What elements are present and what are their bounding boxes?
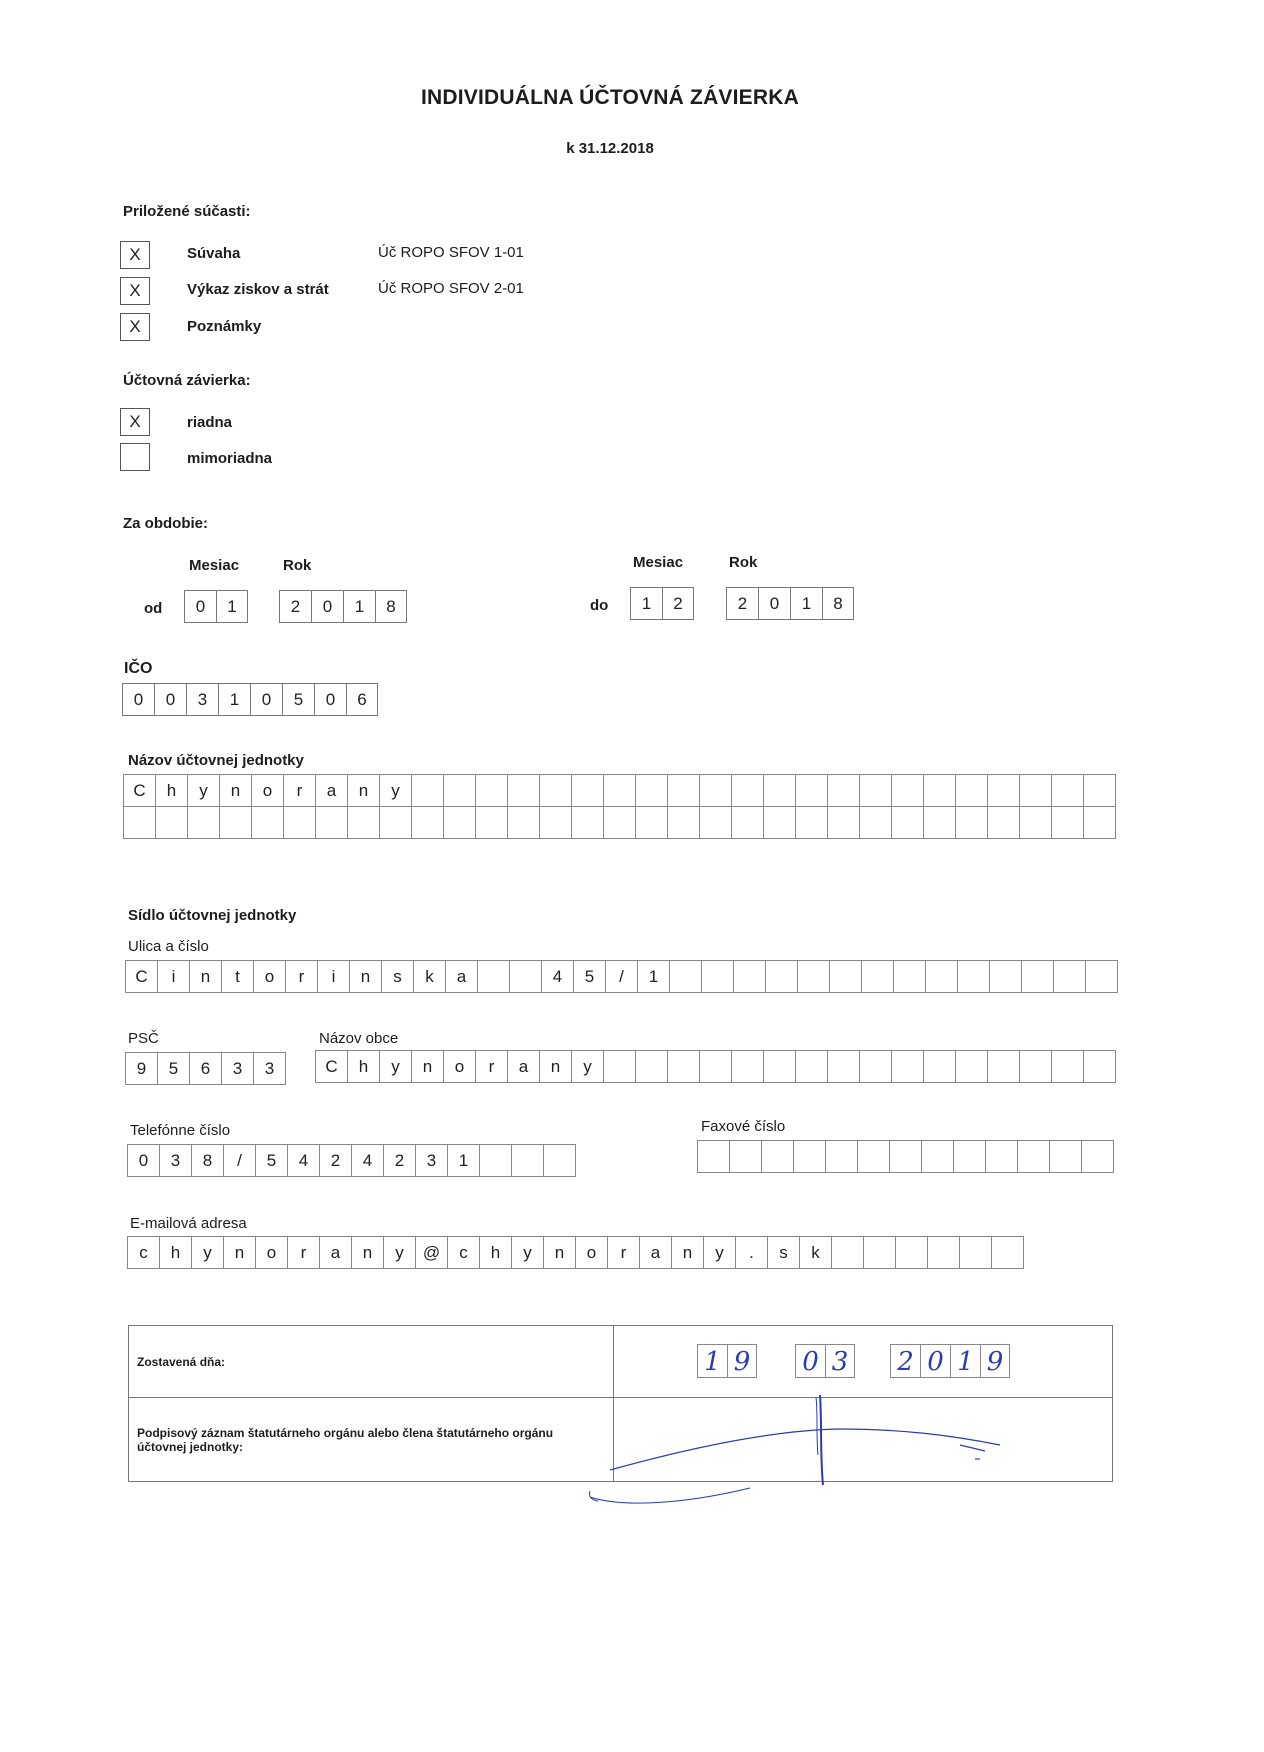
- hand-digit: 1: [697, 1344, 727, 1378]
- closure-heading: Účtovná závierka:: [123, 372, 251, 389]
- char-cell: [764, 1051, 796, 1083]
- char-cell: 1: [638, 961, 670, 993]
- char-cell: [796, 775, 828, 807]
- hand-digit: 0: [795, 1344, 825, 1378]
- char-cell: [764, 775, 796, 807]
- char-cell: [512, 1145, 544, 1177]
- phone-label: Telefónne číslo: [130, 1122, 231, 1139]
- char-cell: n: [412, 1051, 444, 1083]
- char-cell: [604, 1051, 636, 1083]
- char-cell: 3: [160, 1145, 192, 1177]
- char-cell: [860, 775, 892, 807]
- char-cell: [1020, 775, 1052, 807]
- char-cell: [540, 775, 572, 807]
- char-cell: r: [286, 961, 318, 993]
- closure-checkbox-riadna[interactable]: X: [120, 408, 150, 436]
- char-cell: [956, 775, 988, 807]
- digit-cell: 2: [726, 587, 758, 620]
- char-cell: [572, 775, 604, 807]
- hand-digit: 9: [980, 1344, 1010, 1378]
- char-cell: [510, 961, 542, 993]
- char-cell: 1: [448, 1145, 480, 1177]
- char-cell: [1052, 1051, 1084, 1083]
- char-cell: C: [126, 961, 158, 993]
- char-cell: n: [348, 775, 380, 807]
- char-cell: a: [640, 1237, 672, 1269]
- address-heading: Sídlo účtovnej jednotky: [128, 907, 297, 924]
- document-title: INDIVIDUÁLNA ÚČTOVNÁ ZÁVIERKA: [421, 86, 799, 109]
- char-cell: [924, 775, 956, 807]
- char-cell: [828, 1051, 860, 1083]
- hand-digit: 0: [920, 1344, 950, 1378]
- street-label: Ulica a číslo: [128, 938, 209, 955]
- char-cell: 5: [256, 1145, 288, 1177]
- from-month-label: Mesiac: [189, 557, 240, 574]
- char-cell: [960, 1237, 992, 1269]
- char-cell: [604, 775, 636, 807]
- char-cell: [958, 961, 990, 993]
- char-cell: 3: [222, 1053, 254, 1085]
- char-cell: n: [540, 1051, 572, 1083]
- char-cell: a: [508, 1051, 540, 1083]
- char-cell: n: [544, 1237, 576, 1269]
- char-cell: y: [192, 1237, 224, 1269]
- closure-label-mimoriadna: mimoriadna: [187, 450, 273, 467]
- digit-cell: 0: [311, 590, 343, 623]
- char-cell: [700, 1051, 732, 1083]
- name-grid[interactable]: [123, 774, 1116, 839]
- char-cell: [892, 775, 924, 807]
- char-cell: a: [320, 1237, 352, 1269]
- to-year-field[interactable]: [726, 587, 854, 620]
- char-cell: n: [672, 1237, 704, 1269]
- char-cell: [992, 1237, 1024, 1269]
- char-cell: y: [384, 1237, 416, 1269]
- char-cell: [862, 961, 894, 993]
- char-cell: y: [572, 1051, 604, 1083]
- char-cell: n: [220, 775, 252, 807]
- char-cell: 5: [158, 1053, 190, 1085]
- char-cell: [544, 1145, 576, 1177]
- char-cell: 4: [352, 1145, 384, 1177]
- hand-digit: 2: [890, 1344, 920, 1378]
- char-cell: [444, 775, 476, 807]
- closure-checkbox-mimoriadna[interactable]: [120, 443, 150, 471]
- digit-cell: 8: [375, 590, 407, 623]
- city-label: Názov obce: [319, 1030, 399, 1047]
- char-cell: y: [512, 1237, 544, 1269]
- char-cell: i: [158, 961, 190, 993]
- attachment-checkbox-suvaha[interactable]: X: [120, 241, 150, 269]
- char-cell: 3: [254, 1053, 286, 1085]
- char-cell: [480, 1145, 512, 1177]
- ico-label: IČO: [124, 660, 153, 677]
- digit-cell: 1: [218, 683, 250, 716]
- compiled-label: Zostavená dňa:: [129, 1326, 614, 1398]
- char-cell: /: [606, 961, 638, 993]
- digit-cell: 0: [122, 683, 154, 716]
- char-cell: [1084, 775, 1116, 807]
- char-cell: 8: [192, 1145, 224, 1177]
- attachment-checkbox-vykaz[interactable]: X: [120, 277, 150, 305]
- char-cell: [990, 961, 1022, 993]
- email-grid[interactable]: [127, 1236, 1024, 1269]
- char-cell: h: [160, 1237, 192, 1269]
- ico-field[interactable]: [122, 683, 378, 716]
- char-cell: 2: [384, 1145, 416, 1177]
- char-cell: [508, 775, 540, 807]
- digit-cell: 0: [314, 683, 346, 716]
- char-cell: [702, 961, 734, 993]
- char-cell: [1086, 961, 1118, 993]
- char-cell: [830, 961, 862, 993]
- char-cell: h: [156, 775, 188, 807]
- char-cell: C: [124, 775, 156, 807]
- to-month-label: Mesiac: [633, 554, 684, 571]
- closure-label-riadna: riadna: [187, 414, 233, 431]
- char-cell: c: [448, 1237, 480, 1269]
- to-month-field[interactable]: [630, 587, 694, 620]
- attachment-label-poznamky: Poznámky: [187, 318, 262, 335]
- char-cell: h: [348, 1051, 380, 1083]
- fax-grid[interactable]: [697, 1140, 1114, 1173]
- char-cell: [988, 775, 1020, 807]
- compiled-day: [697, 1344, 757, 1378]
- char-cell: o: [254, 961, 286, 993]
- digit-cell: 5: [282, 683, 314, 716]
- char-cell: [670, 961, 702, 993]
- char-cell: i: [318, 961, 350, 993]
- phone-grid[interactable]: [127, 1144, 576, 1177]
- char-cell: .: [736, 1237, 768, 1269]
- date-line: k 31.12.2018: [566, 140, 654, 157]
- digit-cell: 6: [346, 683, 378, 716]
- name-label: Názov účtovnej jednotky: [128, 752, 304, 769]
- char-cell: [1052, 775, 1084, 807]
- digit-cell: 0: [250, 683, 282, 716]
- hand-digit: 1: [950, 1344, 980, 1378]
- char-cell: [636, 775, 668, 807]
- char-cell: [926, 961, 958, 993]
- char-cell: r: [608, 1237, 640, 1269]
- digit-cell: 1: [630, 587, 662, 620]
- char-cell: t: [222, 961, 254, 993]
- char-cell: C: [316, 1051, 348, 1083]
- char-cell: n: [352, 1237, 384, 1269]
- char-cell: [988, 1051, 1020, 1083]
- char-cell: [1022, 961, 1054, 993]
- digit-cell: 2: [662, 587, 694, 620]
- char-cell: [766, 961, 798, 993]
- char-cell: [832, 1237, 864, 1269]
- char-cell: s: [768, 1237, 800, 1269]
- digit-cell: 1: [790, 587, 822, 620]
- compiled-month: [795, 1344, 855, 1378]
- char-cell: [732, 775, 764, 807]
- char-cell: /: [224, 1145, 256, 1177]
- from-year-label: Rok: [283, 557, 312, 574]
- hand-digit: 9: [727, 1344, 757, 1378]
- attachment-code-vykaz: Úč ROPO SFOV 2-01: [378, 280, 524, 297]
- attachments-heading: Priložené súčasti:: [123, 203, 251, 220]
- char-cell: o: [576, 1237, 608, 1269]
- char-cell: y: [704, 1237, 736, 1269]
- char-cell: c: [128, 1237, 160, 1269]
- char-cell: 4: [288, 1145, 320, 1177]
- char-cell: [732, 1051, 764, 1083]
- char-cell: [864, 1237, 896, 1269]
- char-cell: [796, 1051, 828, 1083]
- street-grid[interactable]: [125, 960, 1118, 993]
- char-cell: [894, 961, 926, 993]
- char-cell: 3: [416, 1145, 448, 1177]
- digit-cell: 2: [279, 590, 311, 623]
- char-cell: 6: [190, 1053, 222, 1085]
- digit-cell: 8: [822, 587, 854, 620]
- digit-cell: 3: [186, 683, 218, 716]
- char-cell: [956, 1051, 988, 1083]
- char-cell: y: [188, 775, 220, 807]
- char-cell: [860, 1051, 892, 1083]
- email-label: E-mailová adresa: [130, 1215, 247, 1232]
- digit-cell: 1: [343, 590, 375, 623]
- char-cell: 4: [542, 961, 574, 993]
- char-cell: r: [476, 1051, 508, 1083]
- digit-cell: 0: [154, 683, 186, 716]
- char-cell: [476, 775, 508, 807]
- psc-label: PSČ: [128, 1030, 159, 1047]
- attachment-code-suvaha: Úč ROPO SFOV 1-01: [378, 244, 524, 261]
- char-cell: o: [256, 1237, 288, 1269]
- handwritten-signature: [580, 1385, 1020, 1515]
- char-cell: 0: [128, 1145, 160, 1177]
- char-cell: [668, 775, 700, 807]
- attachment-label-suvaha: Súvaha: [187, 245, 241, 262]
- to-label: do: [590, 597, 609, 614]
- fax-label: Faxové číslo: [701, 1118, 786, 1135]
- char-cell: [828, 775, 860, 807]
- char-cell: y: [380, 1051, 412, 1083]
- from-label: od: [144, 600, 163, 617]
- char-cell: [636, 1051, 668, 1083]
- char-cell: [668, 1051, 700, 1083]
- char-cell: [700, 775, 732, 807]
- from-month-field[interactable]: [184, 590, 248, 623]
- char-cell: @: [416, 1237, 448, 1269]
- char-cell: o: [252, 775, 284, 807]
- char-cell: s: [382, 961, 414, 993]
- period-heading: Za obdobie:: [123, 515, 208, 532]
- char-cell: a: [316, 775, 348, 807]
- char-cell: [896, 1237, 928, 1269]
- digit-cell: 0: [184, 590, 216, 623]
- char-cell: n: [350, 961, 382, 993]
- char-cell: [478, 961, 510, 993]
- char-cell: [412, 775, 444, 807]
- hand-digit: 3: [825, 1344, 855, 1378]
- to-year-label: Rok: [729, 554, 758, 571]
- char-cell: [798, 961, 830, 993]
- attachment-label-vykaz: Výkaz ziskov a strát: [187, 281, 329, 298]
- sign-label: Podpisový záznam štatutárneho orgánu alebo člena štatutárneho orgánu účtovnej jednotky:: [129, 1398, 614, 1482]
- from-year-field[interactable]: [279, 590, 407, 623]
- char-cell: [734, 961, 766, 993]
- char-cell: y: [380, 775, 412, 807]
- attachment-checkbox-poznamky[interactable]: X: [120, 313, 150, 341]
- char-cell: o: [444, 1051, 476, 1083]
- char-cell: 9: [126, 1053, 158, 1085]
- compiled-year: [890, 1344, 1010, 1378]
- char-cell: r: [284, 775, 316, 807]
- psc-grid[interactable]: [125, 1052, 286, 1085]
- char-cell: 2: [320, 1145, 352, 1177]
- char-cell: 5: [574, 961, 606, 993]
- digit-cell: 0: [758, 587, 790, 620]
- char-cell: [924, 1051, 956, 1083]
- city-grid[interactable]: [315, 1050, 1116, 1083]
- digit-cell: 1: [216, 590, 248, 623]
- char-cell: r: [288, 1237, 320, 1269]
- char-cell: n: [190, 961, 222, 993]
- char-cell: [1020, 1051, 1052, 1083]
- char-cell: k: [414, 961, 446, 993]
- char-cell: [1084, 1051, 1116, 1083]
- char-cell: a: [446, 961, 478, 993]
- char-cell: [928, 1237, 960, 1269]
- char-cell: [1054, 961, 1086, 993]
- char-cell: n: [224, 1237, 256, 1269]
- char-cell: k: [800, 1237, 832, 1269]
- char-cell: h: [480, 1237, 512, 1269]
- char-cell: [892, 1051, 924, 1083]
